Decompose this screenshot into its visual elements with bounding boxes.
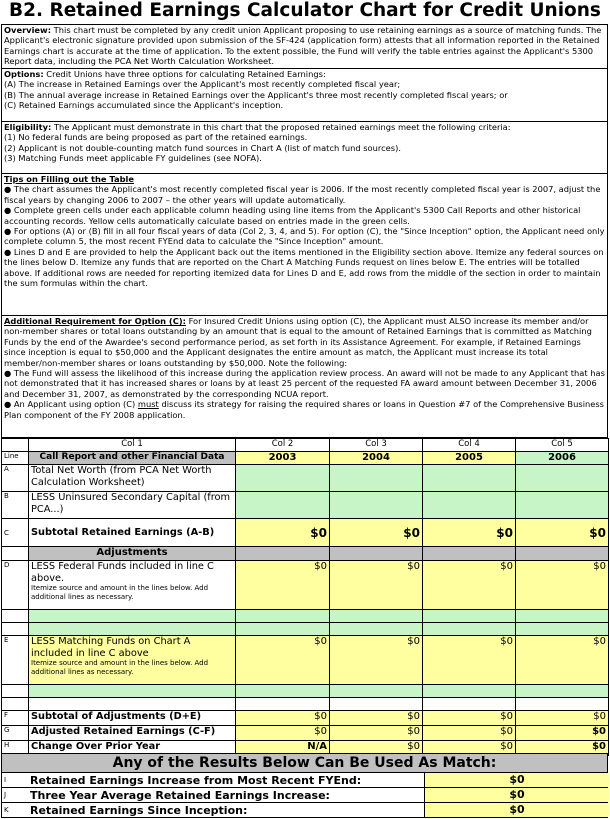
row-e-item-1-desc[interactable] xyxy=(29,685,236,698)
row-h-col4: $0 xyxy=(423,741,516,756)
year-2004: 2004 xyxy=(330,452,423,465)
row-e-item-1-col3[interactable] xyxy=(330,685,423,698)
row-d-desc: LESS Federal Funds included in line C above. xyxy=(31,561,214,584)
result-k-label: Retained Earnings Since Inception: xyxy=(30,804,248,817)
line-d: D xyxy=(2,561,29,610)
options-text: Credit Unions have three options for calculating Retained Earnings: xyxy=(43,69,326,79)
row-g-col4: $0 xyxy=(423,726,516,741)
option-c: (C) Retained Earnings accumulated since the Applicant's inception. xyxy=(4,100,284,111)
adjustments-header: Adjustments xyxy=(29,547,236,561)
results-banner: Any of the Results Below Can Be Used As Match: xyxy=(1,753,608,773)
option-a: (A) The increase in Retained Earnings over the Applicant's most recently completed fiscal year; xyxy=(4,79,401,90)
row-d-item-1-col3[interactable] xyxy=(330,610,423,623)
year-2005: 2005 xyxy=(423,452,516,465)
row-f-desc: Subtotal of Adjustments (D+E) xyxy=(29,711,236,726)
tip-4: ● Lines D and E are provided to help the Applicant back out the items mentioned in the Eligibility section above. Itemize any federal sources on the lines below D. Itemize any funds that are reported on the Chart A Matching Funds request on lines below E. The entries will be totalled above. If additional rows are needed for reporting itemized data for Lines D and E, add rows from the middle of the section in order to maintain the sum formulas within the chart. xyxy=(4,246,604,289)
row-d-item-1-col2[interactable] xyxy=(236,610,330,623)
row-d-item-1-col4[interactable] xyxy=(423,610,516,623)
row-g-desc: Adjusted Retained Earnings (C-F) xyxy=(29,726,236,741)
tip-2: ● Complete green cells under each applicable column heading using line items from the Applicant's 5300 Call Reports and other historical accounting records. Yellow cells automatically calculate based on entries made in the green cells. xyxy=(4,205,581,226)
row-h-col2: N/A xyxy=(236,741,330,756)
eligibility-item-1: (1) No federal funds are being proposed as part of the retained earnings. xyxy=(4,132,308,143)
result-k-value: $0 xyxy=(424,803,609,817)
row-d-col4: $0 xyxy=(423,561,516,610)
financial-data-table xyxy=(1,438,609,756)
result-i-label: Retained Earnings Increase from Most Recent FYEnd: xyxy=(30,774,362,787)
col-label-5: Col 5 xyxy=(516,439,609,452)
row-e-note: Itemize source and amount in the lines below. Add additional lines as necessary. xyxy=(31,659,209,676)
row-d-item-2-col3[interactable] xyxy=(330,623,423,636)
result-row-k xyxy=(1,803,608,818)
row-d-col2: $0 xyxy=(236,561,330,610)
line-h: H xyxy=(2,741,29,756)
col-label-4: Col 4 xyxy=(423,439,516,452)
tip-1: ● The chart assumes the Applicant's most recently completed fiscal year is 2006. If the most recently completed fiscal year is 2007, adjust the fiscal years by changing 2006 to 2007 – the other years will update automatically. xyxy=(4,184,601,205)
row-e-col5: $0 xyxy=(516,636,609,685)
col-label-2: Col 2 xyxy=(236,439,330,452)
additional-must: must xyxy=(137,399,159,410)
line-b: B xyxy=(2,492,29,519)
row-h-col3: $0 xyxy=(330,741,423,756)
row-c-col4: $0 xyxy=(423,519,516,547)
row-c-desc: Subtotal Retained Earnings (A-B) xyxy=(29,519,236,547)
row-b-col5[interactable] xyxy=(516,492,609,519)
row-c-col3: $0 xyxy=(330,519,423,547)
row-f-col3: $0 xyxy=(330,711,423,726)
row-f-col5: $0 xyxy=(516,711,609,726)
result-row-j xyxy=(1,788,608,803)
result-row-i xyxy=(1,773,608,788)
row-d-item-2-desc[interactable] xyxy=(29,623,236,636)
line-f: F xyxy=(2,711,29,726)
row-e-item-1-col5[interactable] xyxy=(516,685,609,698)
row-d-item-2-col2[interactable] xyxy=(236,623,330,636)
additional-label: Additional Requirement for Option (C): xyxy=(4,316,186,326)
additional-bullet-2a: ● An Applicant using option (C) xyxy=(4,399,138,410)
result-j-label: Three Year Average Retained Earnings Increase: xyxy=(30,789,330,802)
additional-requirement-section xyxy=(1,316,608,438)
row-b-col4[interactable] xyxy=(423,492,516,519)
row-d-item-1-desc[interactable] xyxy=(29,610,236,623)
line-header: Line xyxy=(2,452,29,465)
eligibility-text: The Applicant must demonstrate in this chart that the proposed retained earnings meet the following criteria: xyxy=(51,122,511,132)
result-i-value: $0 xyxy=(424,773,609,787)
tips-section xyxy=(1,174,608,316)
additional-bullet-1: ● The Fund will assess the likelihood of this increase during the application review process. An award will not be made to any Applicant that has not demonstrated that it has increased shares or loans by at least 25 percent of the requested FA award amount between December 31, 2006 and December 31, 2007, as demonstrated by the corresponding NCUA report. xyxy=(4,368,605,399)
eligibility-section xyxy=(1,122,608,174)
line-a: A xyxy=(2,465,29,492)
year-2006[interactable]: 2006 xyxy=(516,452,609,465)
row-h-desc: Change Over Prior Year xyxy=(29,741,236,756)
overview-section xyxy=(1,24,608,69)
row-e-desc: LESS Matching Funds on Chart A included in line C above xyxy=(31,636,191,659)
row-c-col2: $0 xyxy=(236,519,330,547)
row-h-col5: $0 xyxy=(516,741,609,756)
line-c: C xyxy=(2,519,29,547)
col-label-1: Col 1 xyxy=(29,439,236,452)
row-e-col2: $0 xyxy=(236,636,330,685)
row-b-col3[interactable] xyxy=(330,492,423,519)
row-a-col5[interactable] xyxy=(516,465,609,492)
row-g-col3: $0 xyxy=(330,726,423,741)
additional-text: For Insured Credit Unions using option (C), the Applicant must ALSO increase its member and/or non-member shares or total loans outstanding by an amount that is equal to the amount of Retained Earnings that is committed as Matching Funds by the end of the Awardee's second performance period, as set forth in its Assistance Agreement. For example, if Retained Earnings since inception is equal to $50,000 and the Applicant designates the entire amount as match, the Applicant must increase its total member/non-member shares or loans outstanding by $50,000. Note the following: xyxy=(4,316,592,368)
overview-text: This chart must be completed by any credit union Applicant proposing to use retaining earnings as a source of matching funds. The Applicant's electronic signature provided upon submission of the SF-424 (application form) attests that all information reported in the Retained Earnings chart is accurate at the time of application. To the extent possible, the Fund will verify the table entries against the Applicant's 5300 Report data, including the PCA Net Worth Calculation Worksheet. xyxy=(4,25,602,67)
row-g-col5: $0 xyxy=(516,726,609,741)
line-g: G xyxy=(2,726,29,741)
row-b-col2[interactable] xyxy=(236,492,330,519)
row-e-item-1-col2[interactable] xyxy=(236,685,330,698)
year-2003[interactable]: 2003 xyxy=(236,452,330,465)
row-e-col3: $0 xyxy=(330,636,423,685)
page-title: B2. Retained Earnings Calculator Chart for Credit Unions xyxy=(9,0,601,21)
row-g-col2: $0 xyxy=(236,726,330,741)
options-label: Options: xyxy=(4,69,44,79)
col-label-3: Col 3 xyxy=(330,439,423,452)
row-e-col4: $0 xyxy=(423,636,516,685)
row-d-item-1-col5[interactable] xyxy=(516,610,609,623)
line-k: K xyxy=(4,806,9,814)
result-j-value: $0 xyxy=(424,788,609,802)
overview-label: Overview: xyxy=(4,25,52,35)
row-d-note: Itemize source and amount in the lines below. Add additional lines as necessary. xyxy=(31,584,209,601)
line-j: J xyxy=(4,791,7,799)
row-d-col5: $0 xyxy=(516,561,609,610)
row-a-desc: Total Net Worth (from PCA Net Worth Calculation Worksheet) xyxy=(29,465,236,492)
row-d-item-2-col5[interactable] xyxy=(516,623,609,636)
tip-3: ● For options (A) or (B) fill in all four fiscal years of data (Col 2, 3, 4, and 5). For option (C), the "Since Inception" option, the Applicant need only complete column 5, the most recent FYEnd data to calculate the "Since Inception" amount. xyxy=(4,226,605,247)
line-e: E xyxy=(2,636,29,685)
eligibility-item-3: (3) Matching Funds meet applicable FY guidelines (see NOFA). xyxy=(4,153,262,164)
row-f-col2: $0 xyxy=(236,711,330,726)
row-a-col2[interactable] xyxy=(236,465,330,492)
tips-label: Tips on Filling out the Table xyxy=(4,174,134,184)
option-b: (B) The annual average increase in Retained Earnings over the Applicant's three most recently completed fiscal years; or xyxy=(4,89,508,100)
eligibility-item-2: (2) Applicant is not double-counting match fund sources in Chart A (list of match fund sources). xyxy=(4,142,401,153)
row-e-item-1-col4[interactable] xyxy=(423,685,516,698)
row-f-col4: $0 xyxy=(423,711,516,726)
line-i: I xyxy=(4,776,7,784)
row-b-desc: LESS Uninsured Secondary Capital (from PCA...) xyxy=(29,492,236,519)
row-c-col5: $0 xyxy=(516,519,609,547)
additional-bullet-2b: discuss its strategy for raising the required shares or loans in Question #7 of the Comprehensive Business Plan component of the FY 2008 application. xyxy=(4,399,605,420)
row-d-col3: $0 xyxy=(330,561,423,610)
row-d-item-2-col4[interactable] xyxy=(423,623,516,636)
row-a-col4[interactable] xyxy=(423,465,516,492)
eligibility-label: Eligibility: xyxy=(4,122,52,132)
row-a-col3[interactable] xyxy=(330,465,423,492)
call-report-header: Call Report and other Financial Data xyxy=(29,452,236,465)
options-section xyxy=(1,69,608,122)
